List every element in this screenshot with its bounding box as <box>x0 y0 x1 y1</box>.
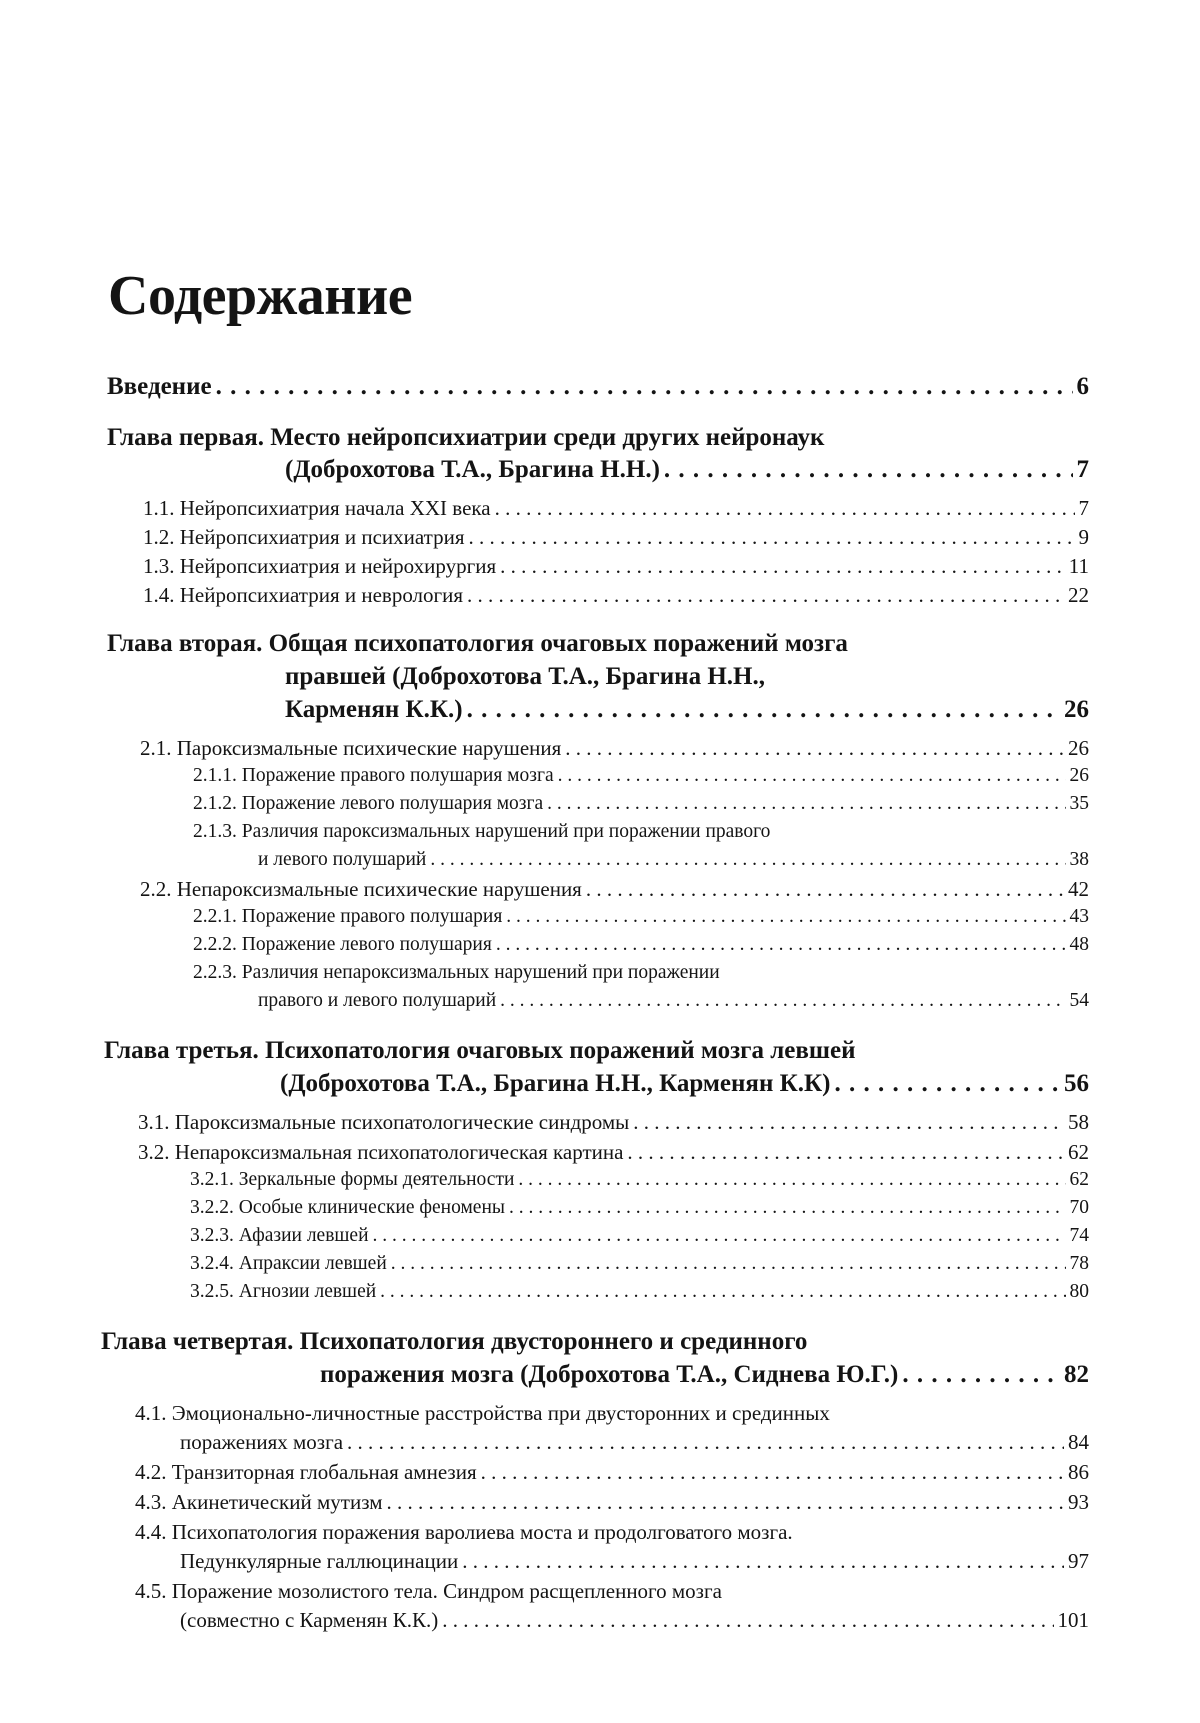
dot-leader <box>509 1197 1066 1219</box>
toc-entry-label: 4.2. Транзиторная глобальная амнезия <box>135 1460 477 1484</box>
toc-entry-label: Карменян К.К.) <box>285 696 463 723</box>
dot-leader <box>380 1281 1065 1303</box>
dot-leader <box>467 583 1064 608</box>
toc-page-number: 62 <box>1068 1140 1089 1164</box>
dot-leader <box>586 877 1064 902</box>
toc-page-number: 86 <box>1068 1460 1089 1484</box>
chapter-2-title-cont[interactable]: правшей (Доброхотова Т.А., Брагина Н.Н., <box>285 663 765 690</box>
dot-leader <box>481 1460 1064 1485</box>
chapter-2-title[interactable]: Глава вторая. Общая психопатология очаговых поражений мозга <box>107 630 848 657</box>
toc-page-number: 9 <box>1078 525 1089 549</box>
toc-page-number: 42 <box>1068 877 1089 901</box>
toc-entry-label: (Доброхотова Т.А., Брагина Н.Н.) <box>285 456 660 483</box>
toc-page-number: 43 <box>1069 906 1089 927</box>
chapter-4-title-cont[interactable] <box>320 1361 1089 1389</box>
toc-entry-label: 3.1. Пароксизмальные психопатологические синдромы <box>138 1110 630 1134</box>
toc-entry-4-1[interactable]: 4.1. Эмоционально-личностные расстройства при двусторонних и срединных <box>135 1401 830 1425</box>
toc-entry-label: 2.1.1. Поражение правого полушария мозга <box>193 765 554 786</box>
toc-entry-2-2-3-cont[interactable] <box>258 990 1089 1012</box>
toc-entry-2-2-3[interactable]: 2.2.3. Различия непароксизмальных нарушений при поражении <box>193 962 720 983</box>
dot-leader <box>627 1140 1064 1165</box>
toc-page-number: 26 <box>1064 696 1089 723</box>
toc-entry-3-2-5[interactable] <box>190 1281 1089 1303</box>
toc-entry-3-1[interactable] <box>138 1110 1089 1135</box>
toc-entry-label: 1.1. Нейропсихиатрия начала XXI века <box>143 496 491 520</box>
dot-leader <box>902 1361 1060 1389</box>
toc-page-number: 54 <box>1069 990 1089 1011</box>
toc-page-number: 56 <box>1064 1070 1089 1097</box>
toc-entry-2-1-3[interactable]: 2.1.3. Различия пароксизмальных нарушений при поражении правого <box>193 821 771 842</box>
dot-leader <box>386 1490 1064 1515</box>
chapter-3-title-cont[interactable] <box>280 1070 1089 1098</box>
dot-leader <box>469 525 1075 550</box>
toc-entry-1-2[interactable] <box>143 525 1089 550</box>
toc-page-number: 93 <box>1068 1490 1089 1514</box>
dot-leader <box>216 373 1073 401</box>
chapter-4-title[interactable]: Глава четвертая. Психопатология двустороннего и срединного <box>101 1328 808 1355</box>
toc-entry-label: Педункулярные галлюцинации <box>180 1549 459 1573</box>
dot-leader <box>442 1608 1053 1633</box>
toc-entry-1-4[interactable] <box>143 583 1089 608</box>
toc-entry-label: 2.1. Пароксизмальные психические нарушения <box>140 736 562 760</box>
dot-leader <box>496 934 1066 956</box>
toc-entry-1-1[interactable] <box>143 496 1089 521</box>
toc-entry-label: 1.2. Нейропсихиатрия и психиатрия <box>143 525 465 549</box>
toc-page-number: 22 <box>1068 583 1089 607</box>
toc-entry-4-2[interactable] <box>135 1460 1089 1485</box>
toc-entry-label: 3.2.2. Особые клинические феномены <box>190 1197 505 1218</box>
toc-page-number: 7 <box>1078 496 1089 520</box>
page-title: Содержание <box>108 265 413 327</box>
toc-entry-label: поражения мозга (Доброхотова Т.А., Сиднева Ю.Г.) <box>320 1361 899 1388</box>
toc-entry-label: 4.3. Акинетический мутизм <box>135 1490 383 1514</box>
toc-entry-label: 3.2.5. Агнозии левшей <box>190 1281 377 1302</box>
dot-leader <box>462 1549 1064 1574</box>
dot-leader <box>664 456 1073 484</box>
toc-entry-3-2-1[interactable] <box>190 1169 1089 1191</box>
toc-page-number: 74 <box>1069 1225 1089 1246</box>
toc-entry-2-2-2[interactable] <box>193 934 1089 956</box>
dot-leader <box>547 793 1065 815</box>
toc-entry-4-3[interactable] <box>135 1490 1089 1515</box>
toc-page-number: 26 <box>1069 765 1089 786</box>
toc-entry-label: 1.4. Нейропсихиатрия и неврология <box>143 583 464 607</box>
dot-leader <box>565 736 1064 761</box>
toc-entry-introduction[interactable] <box>107 373 1089 401</box>
toc-entry-label: 1.3. Нейропсихиатрия и нейрохирургия <box>143 554 497 578</box>
toc-entry-4-5-cont[interactable] <box>180 1608 1089 1633</box>
toc-page-number: 58 <box>1068 1110 1089 1134</box>
dot-leader <box>347 1430 1064 1455</box>
toc-page-number: 35 <box>1069 793 1089 814</box>
toc-entry-label: правого и левого полушарий <box>258 990 497 1011</box>
toc-entry-4-4[interactable]: 4.4. Психопатология поражения варолиева моста и продолговатого мозга. <box>135 1520 793 1544</box>
dot-leader <box>500 990 1065 1012</box>
toc-page-number: 7 <box>1076 456 1089 483</box>
toc-entry-4-1-cont[interactable] <box>180 1430 1089 1455</box>
toc-page-number: 6 <box>1076 373 1089 400</box>
dot-leader <box>633 1110 1064 1135</box>
toc-entry-label: 2.2.2. Поражение левого полушария <box>193 934 492 955</box>
toc-page-number: 62 <box>1069 1169 1089 1190</box>
toc-entry-2-1-2[interactable] <box>193 793 1089 815</box>
toc-page-number: 38 <box>1069 849 1089 870</box>
toc-entry-label: Введение <box>107 373 212 400</box>
toc-entry-2-2[interactable] <box>140 877 1089 902</box>
chapter-2-title-end[interactable] <box>285 696 1089 724</box>
toc-entry-3-2-4[interactable] <box>190 1253 1089 1275</box>
toc-entry-label: поражениях мозга <box>180 1430 344 1454</box>
toc-entry-label: 3.2.1. Зеркальные формы деятельности <box>190 1169 515 1190</box>
dot-leader <box>495 496 1075 521</box>
chapter-1-title-cont[interactable] <box>285 456 1089 484</box>
dot-leader <box>506 906 1065 928</box>
toc-entry-3-2-2[interactable] <box>190 1197 1089 1219</box>
toc-entry-label: (Доброхотова Т.А., Брагина Н.Н., Карменян К.К) <box>280 1070 831 1097</box>
toc-entry-4-5[interactable]: 4.5. Поражение мозолистого тела. Синдром расщепленного мозга <box>135 1579 722 1603</box>
toc-entry-label: 3.2.4. Апраксии левшей <box>190 1253 387 1274</box>
toc-entry-3-2-3[interactable] <box>190 1225 1089 1247</box>
toc-entry-4-4-cont[interactable] <box>180 1549 1089 1574</box>
toc-page-number: 97 <box>1068 1549 1089 1573</box>
toc-entry-2-1-1[interactable] <box>193 765 1089 787</box>
toc-entry-label: 2.2.1. Поражение правого полушария <box>193 906 503 927</box>
toc-page-number: 80 <box>1069 1281 1089 1302</box>
toc-entry-label: 2.2. Непароксизмальные психические нарушения <box>140 877 582 901</box>
dot-leader <box>467 696 1060 724</box>
toc-entry-label: (совместно с Карменян К.К.) <box>180 1608 439 1632</box>
dot-leader <box>373 1225 1066 1247</box>
toc-entry-2-1[interactable] <box>140 736 1089 761</box>
toc-page-number: 101 <box>1057 1608 1089 1632</box>
toc-entry-label: 3.2.3. Афазии левшей <box>190 1225 369 1246</box>
toc-entry-label: 2.1.2. Поражение левого полушария мозга <box>193 793 544 814</box>
toc-page-number: 82 <box>1064 1361 1089 1388</box>
chapter-3-title[interactable]: Глава третья. Психопатология очаговых поражений мозга левшей <box>104 1037 856 1064</box>
chapter-1-title[interactable]: Глава первая. Место нейропсихиатрии среди других нейронаук <box>107 424 825 451</box>
dot-leader <box>430 849 1065 871</box>
toc-page-number: 78 <box>1069 1253 1089 1274</box>
dot-leader <box>500 554 1065 579</box>
toc-page-number: 11 <box>1068 554 1089 578</box>
toc-page-number: 84 <box>1068 1430 1089 1454</box>
toc-page-number: 70 <box>1069 1197 1089 1218</box>
dot-leader <box>518 1169 1065 1191</box>
toc-entry-label: и левого полушарий <box>258 849 427 870</box>
dot-leader <box>391 1253 1066 1275</box>
toc-page-number: 26 <box>1068 736 1089 760</box>
toc-entry-2-2-1[interactable] <box>193 906 1089 928</box>
toc-entry-3-2[interactable] <box>138 1140 1089 1165</box>
dot-leader <box>558 765 1066 787</box>
toc-entry-label: 3.2. Непароксизмальная психопатологическая картина <box>138 1140 624 1164</box>
toc-entry-1-3[interactable] <box>143 554 1089 579</box>
toc-entry-2-1-3-cont[interactable] <box>258 849 1089 871</box>
toc-page-number: 48 <box>1069 934 1089 955</box>
dot-leader <box>834 1070 1060 1098</box>
